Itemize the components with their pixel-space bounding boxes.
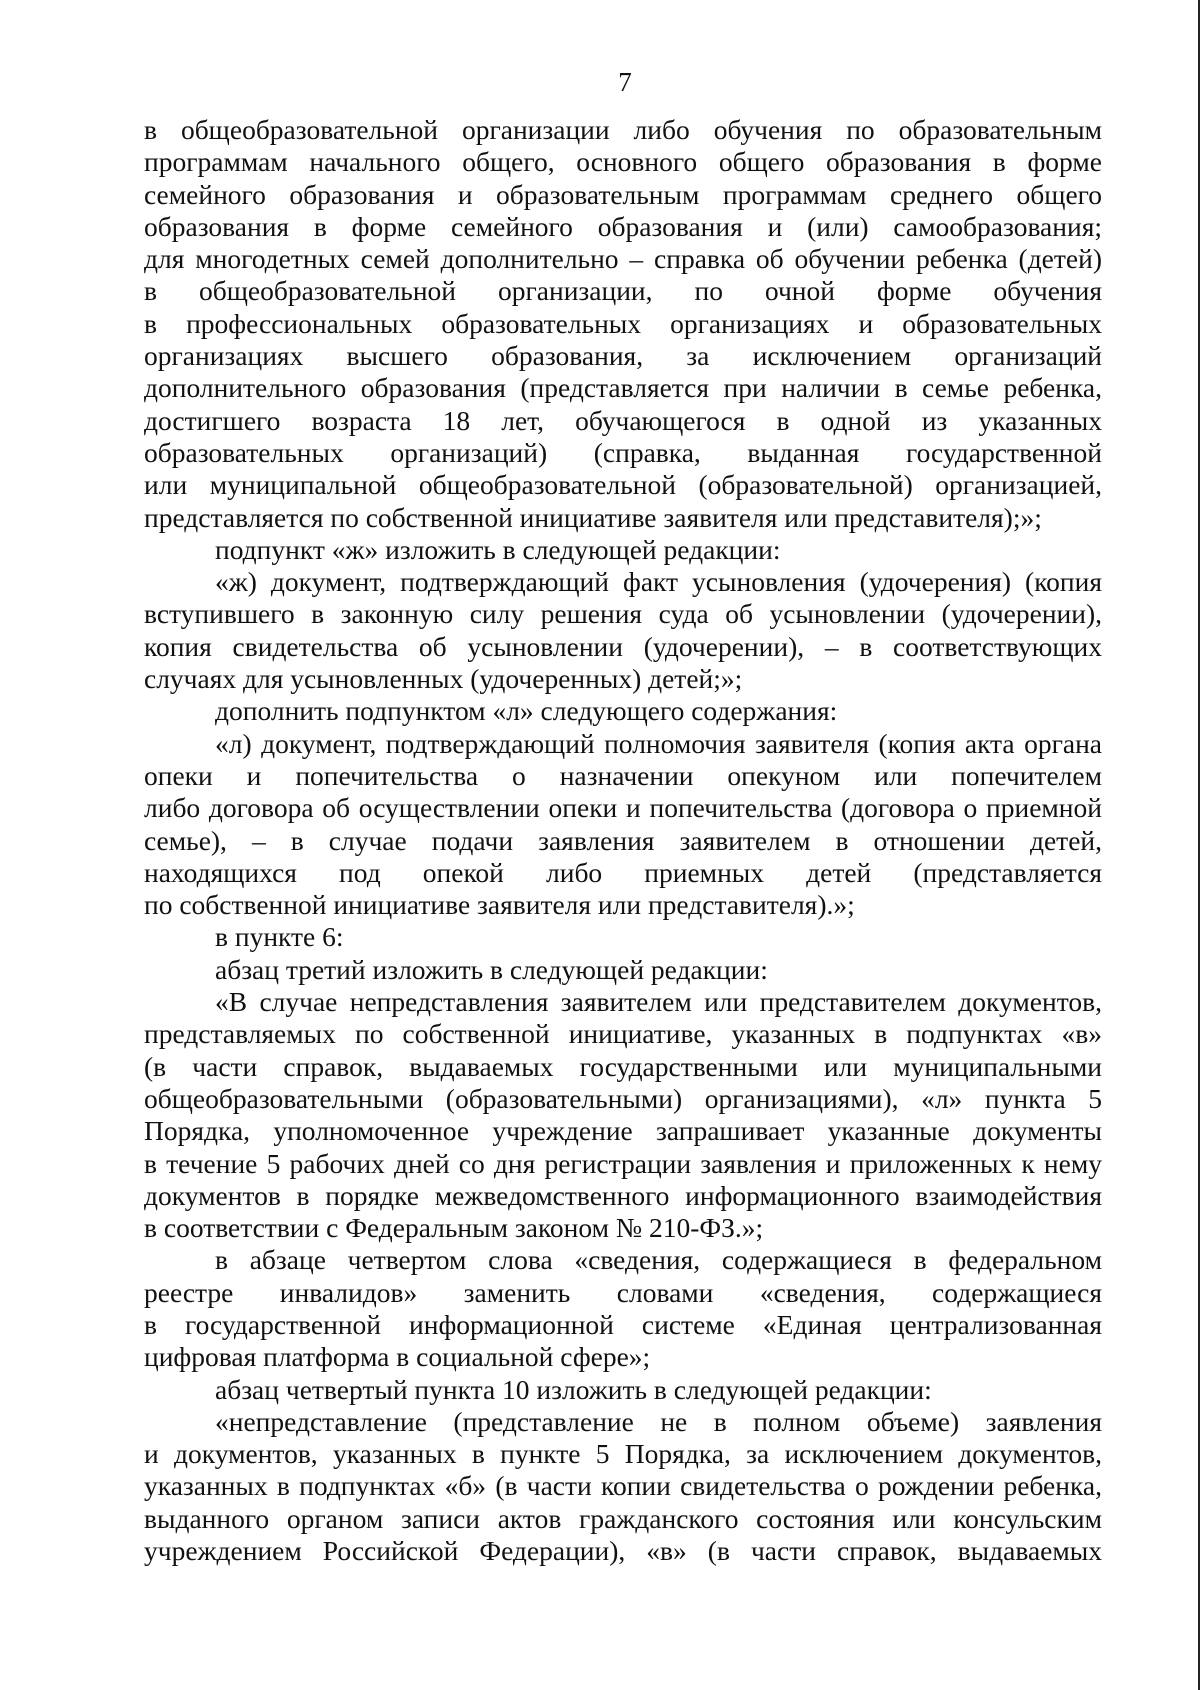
- text-line: в пункте 6:: [215, 921, 344, 953]
- text-line: представляется по собственной инициативе заявителя или представителя);»;: [144, 501, 1042, 533]
- text-line: абзац третий изложить в следующей редакции:: [215, 953, 768, 985]
- page-number: 7: [618, 67, 632, 97]
- text-line: (в части справок, выдаваемых государственными или муниципальными: [144, 1050, 1102, 1082]
- text-line: цифровая платформа в социальной сфере»;: [144, 1341, 651, 1373]
- text-line: подпункт «ж» изложить в следующей редакции:: [215, 533, 781, 565]
- text-line: в профессиональных образовательных организациях и образовательных: [144, 307, 1102, 339]
- text-line: «В случае непредставления заявителем или представителем документов,: [215, 986, 1102, 1018]
- text-line: или муниципальной общеобразовательной (образовательной) организацией,: [144, 469, 1102, 501]
- text-line: и документов, указанных в пункте 5 Порядка, за исключением документов,: [144, 1438, 1102, 1470]
- text-line: общеобразовательными (образовательными) организациями), «л» пункта 5: [144, 1082, 1102, 1114]
- text-line: по собственной инициативе заявителя или представителя).»;: [144, 889, 855, 921]
- text-line: «непредставление (представление не в полном объеме) заявления: [215, 1405, 1102, 1437]
- text-line: находящихся под опекой либо приемных детей (представляется: [144, 856, 1102, 888]
- text-line: в абзаце четвертом слова «сведения, содержащиеся в федеральном: [215, 1244, 1102, 1276]
- text-line: в течение 5 рабочих дней со дня регистрации заявления и приложенных к нему: [144, 1147, 1102, 1179]
- text-line: дополнительного образования (представляется при наличии в семье ребенка,: [144, 372, 1102, 404]
- text-line: выданного органом записи актов гражданского состояния или консульским: [144, 1502, 1102, 1534]
- text-line: «л) документ, подтверждающий полномочия заявителя (копия акта органа: [215, 727, 1102, 759]
- text-line: копия свидетельства об усыновлении (удочерении), – в соответствующих: [144, 630, 1102, 662]
- text-line: образования в форме семейного образования и (или) самообразования;: [144, 210, 1102, 242]
- text-line: реестре инвалидов» заменить словами «сведения, содержащиеся: [144, 1276, 1102, 1308]
- text-line: семье), – в случае подачи заявления заявителем в отношении детей,: [144, 824, 1102, 856]
- text-line: в соответствии с Федеральным законом № 210-ФЗ.»;: [144, 1212, 764, 1244]
- text-line: дополнить подпунктом «л» следующего содержания:: [215, 695, 838, 727]
- text-line: опеки и попечительства о назначении опекуном или попечителем: [144, 759, 1102, 791]
- text-line: «ж) документ, подтверждающий факт усыновления (удочерения) (копия: [215, 566, 1102, 598]
- text-line: учреждением Российской Федерации), «в» (в части справок, выдаваемых: [144, 1535, 1102, 1567]
- text-line: в общеобразовательной организации, по очной форме обучения: [144, 275, 1102, 307]
- text-line: образовательных организаций) (справка, выданная государственной: [144, 436, 1102, 468]
- text-line: Порядка, уполномоченное учреждение запрашивает указанные документы: [144, 1115, 1102, 1147]
- text-line: в общеобразовательной организации либо обучения по образовательным: [144, 114, 1102, 145]
- document-body: [144, 114, 1102, 1567]
- text-line: в государственной информационной системе «Единая централизованная: [144, 1308, 1102, 1340]
- text-line: для многодетных семей дополнительно – справка об обучении ребенка (детей): [144, 243, 1102, 275]
- text-line: организациях высшего образования, за исключением организаций: [144, 340, 1102, 372]
- text-line: документов в порядке межведомственного информационного взаимодействия: [144, 1179, 1102, 1211]
- text-line: достигшего возраста 18 лет, обучающегося в одной из указанных: [144, 404, 1102, 436]
- text-line: вступившего в законную силу решения суда об усыновлении (удочерении),: [144, 598, 1102, 630]
- text-line: представляемых по собственной инициативе, указанных в подпунктах «в»: [144, 1018, 1102, 1050]
- text-line: программам начального общего, основного общего образования в форме: [144, 146, 1102, 178]
- text-line: указанных в подпунктах «б» (в части копии свидетельства о рождении ребенка,: [144, 1470, 1102, 1502]
- text-line: абзац четвертый пункта 10 изложить в следующей редакции:: [215, 1373, 932, 1405]
- text-line: либо договора об осуществлении опеки и попечительства (договора о приемной: [144, 792, 1102, 824]
- text-line: семейного образования и образовательным программам среднего общего: [144, 178, 1102, 210]
- text-line: случаях для усыновленных (удочеренных) детей;»;: [144, 663, 743, 695]
